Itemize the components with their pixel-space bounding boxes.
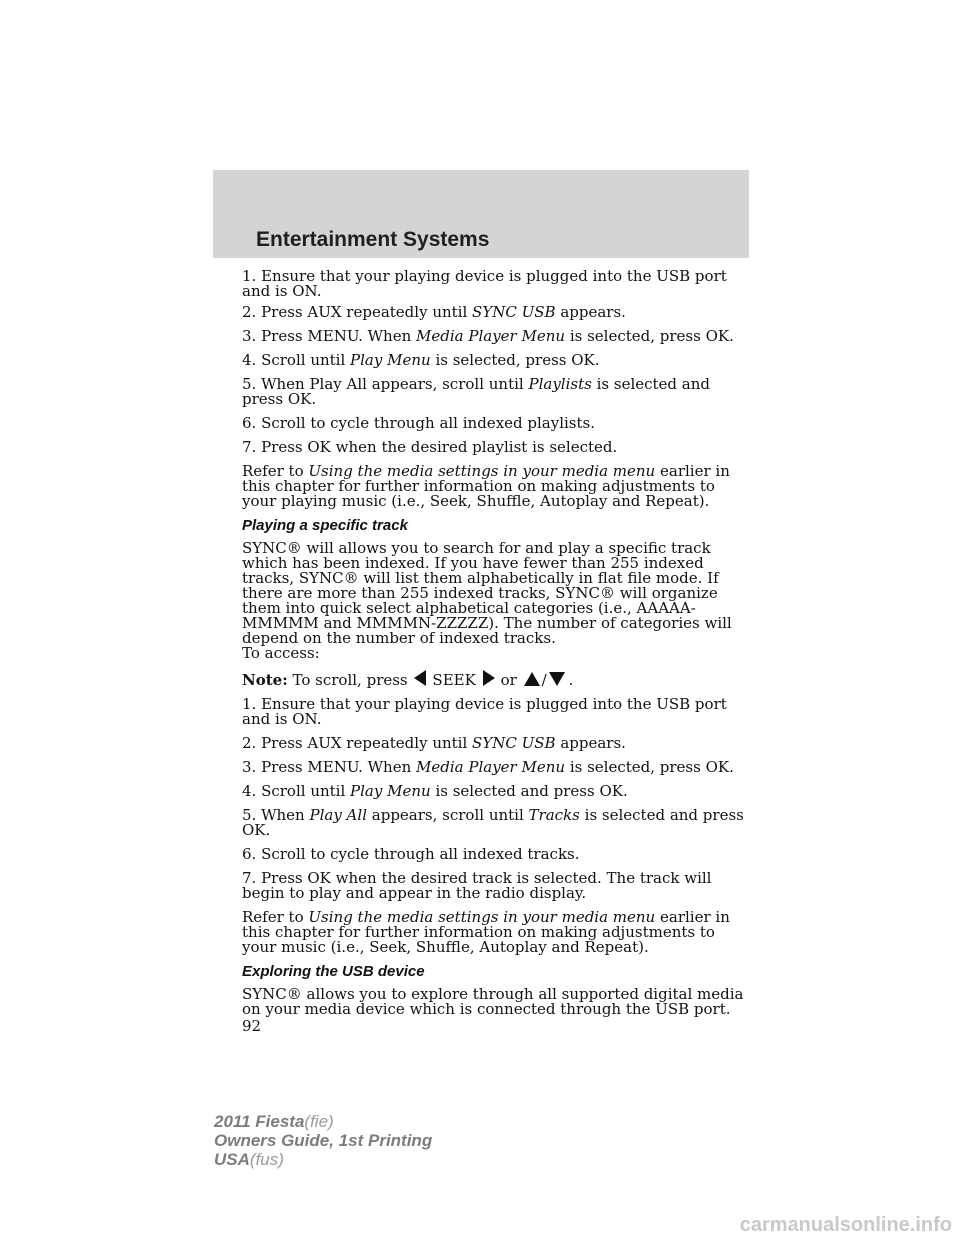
to-access-text: To access:	[242, 644, 320, 662]
steps-list-playlists	[242, 269, 752, 455]
step-item: 7. Press OK when the desired playlist is selected.	[242, 438, 618, 456]
body-paragraph: SYNC® will allows you to search for and play a specific track which has been indexed. If you have fewer than 255 indexed tracks, SYNC® will list them alphabetically in flat file mode. If there are more than 255 indexed tracks, SYNC® will organize them into quick select alphabetical categories (i.e., AAAAA-MMMMM and MMMMN-ZZZZZ). The number of categories will depend on the number of indexed tracks.	[242, 539, 732, 647]
step-item: 5. When Play All appears, scroll until Playlists is selected and press OK.	[242, 375, 711, 408]
up-arrow-icon	[524, 672, 540, 686]
note-paragraph: Note: To scroll, press SEEK or / .	[242, 671, 574, 689]
document-footer: 2011 Fiesta(fie) Owners Guide, 1st Printing USA(fus)	[214, 1112, 433, 1169]
step-item: 6. Scroll to cycle through all indexed tracks.	[242, 845, 580, 863]
step-item: 2. Press AUX repeatedly until SYNC USB appears.	[242, 734, 626, 752]
page-number: 92	[242, 1017, 262, 1035]
step-item: 1. Ensure that your playing device is plugged into the USB port and is ON.	[242, 267, 727, 300]
page-content	[242, 269, 752, 1034]
seek-left-arrow-icon	[414, 670, 426, 686]
step-item: 5. When Play All appears, scroll until Tracks is selected and press OK.	[242, 806, 744, 839]
body-paragraph: SYNC® allows you to explore through all supported digital media on your media device which is connected through the USB port.	[242, 985, 744, 1018]
steps-list-tracks	[242, 697, 752, 901]
subheading-playing-specific-track: Playing a specific track	[242, 517, 408, 534]
note-label: Note:	[242, 671, 288, 689]
step-item: 7. Press OK when the desired track is selected. The track will begin to play and appear in the radio display.	[242, 869, 712, 902]
refer-paragraph: Refer to Using the media settings in your media menu earlier in this chapter for further information on making adjustments to your music (i.e., Seek, Shuffle, Autoplay and Repeat).	[242, 908, 730, 956]
refer-paragraph: Refer to Using the media settings in your media menu earlier in this chapter for further information on making adjustments to your playing music (i.e., Seek, Shuffle, Autoplay and Repeat).	[242, 462, 730, 510]
step-item: 2. Press AUX repeatedly until SYNC USB appears.	[242, 303, 626, 321]
subheading-exploring-usb: Exploring the USB device	[242, 963, 425, 980]
site-watermark: carmanualsonline.info	[739, 1214, 952, 1236]
down-arrow-icon	[549, 672, 565, 686]
step-item: 3. Press MENU. When Media Player Menu is selected, press OK.	[242, 758, 734, 776]
step-item: 3. Press MENU. When Media Player Menu is selected, press OK.	[242, 327, 734, 345]
step-item: 4. Scroll until Play Menu is selected and press OK.	[242, 782, 628, 800]
step-item: 1. Ensure that your playing device is plugged into the USB port and is ON.	[242, 695, 727, 728]
section-title: Entertainment Systems	[256, 228, 490, 251]
step-item: 6. Scroll to cycle through all indexed playlists.	[242, 414, 595, 432]
seek-right-arrow-icon	[483, 670, 495, 686]
step-item: 4. Scroll until Play Menu is selected, press OK.	[242, 351, 600, 369]
